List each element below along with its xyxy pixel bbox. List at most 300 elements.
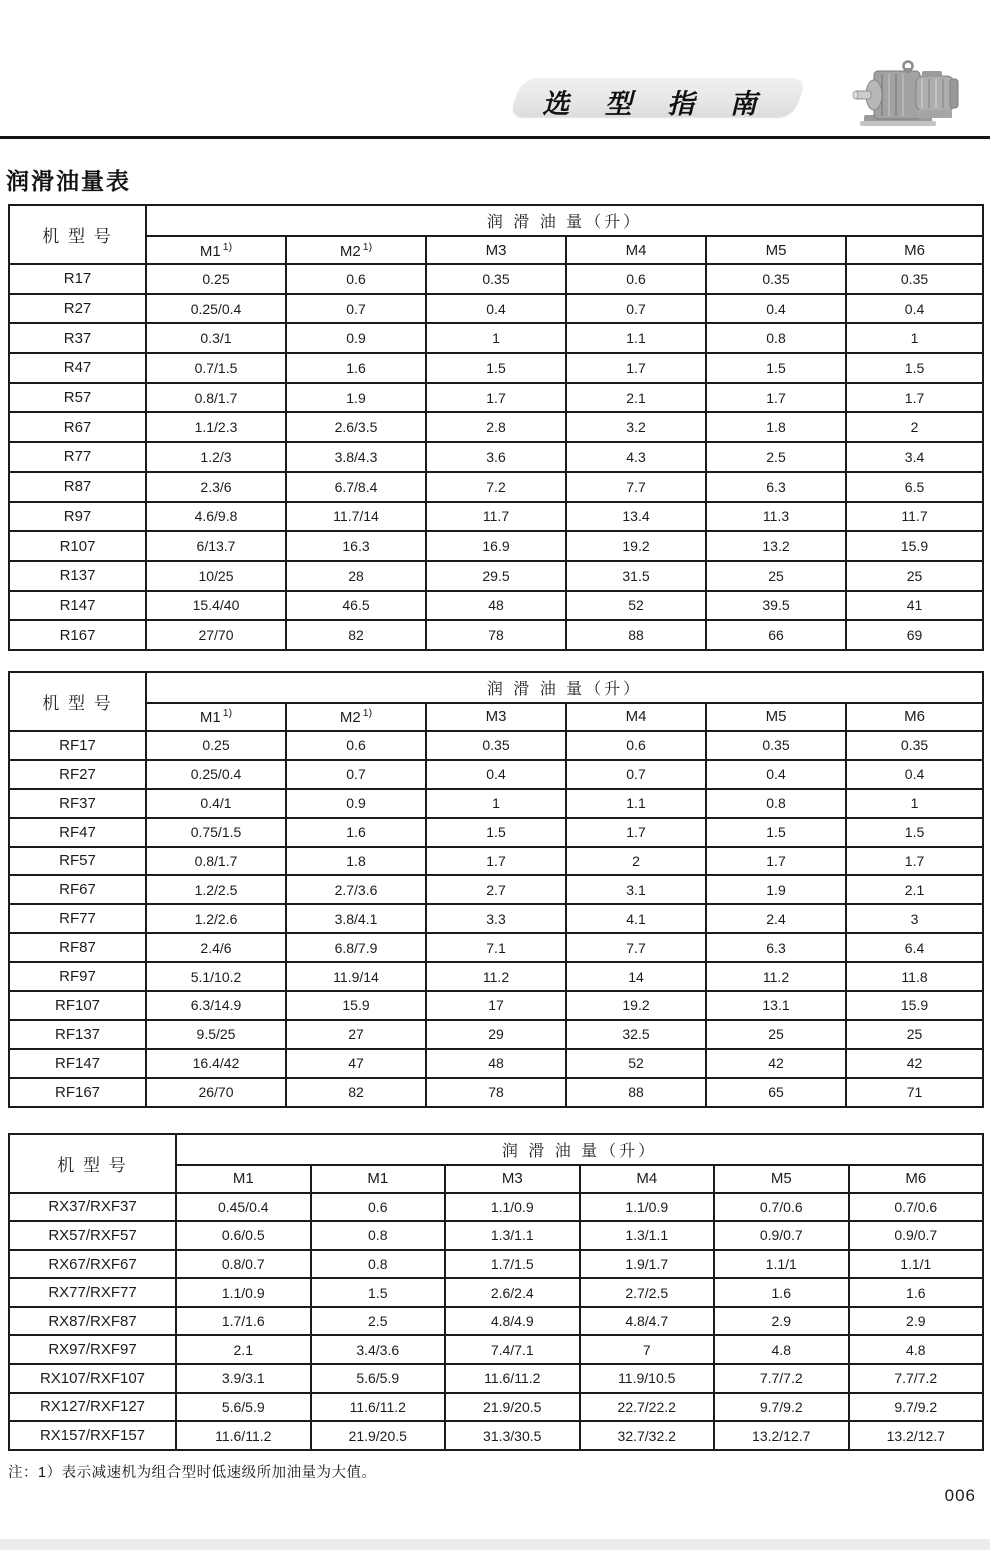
oil-quantity-cell: 6.3 [706, 933, 846, 962]
table-row [9, 1250, 983, 1279]
oil-quantity-cell: 1.7/1.6 [176, 1307, 311, 1336]
oil-quantity-cell: 11.7 [426, 502, 566, 532]
model-cell: RX97/RXF97 [9, 1335, 176, 1364]
mounting-position-column-header: M5 [714, 1165, 849, 1193]
oil-quantity-cell: 0.4 [846, 760, 983, 789]
footnote-superscript: 1) [362, 707, 373, 720]
oil-quantity-cell: 0.35 [426, 264, 566, 294]
model-cell: R87 [9, 472, 146, 502]
oil-quantity-cell: 1.7 [426, 383, 566, 413]
mounting-position-column-header: M4 [566, 236, 706, 264]
oil-quantity-cell: 1.5 [706, 353, 846, 383]
oil-quantity-cell: 1.2/2.6 [146, 904, 286, 933]
oil-quantity-cell: 4.8/4.9 [445, 1307, 580, 1336]
oil-quantity-cell: 4.6/9.8 [146, 502, 286, 532]
oil-quantity-cell: 0.25 [146, 264, 286, 294]
oil-quantity-cell: 1.5 [846, 353, 983, 383]
oil-quantity-cell: 9.7/9.2 [714, 1393, 849, 1422]
oil-quantity-cell: 0.6 [286, 731, 426, 760]
oil-quantity-cell: 42 [846, 1049, 983, 1078]
table-row [9, 1078, 983, 1107]
footnote-superscript: 1) [222, 707, 233, 720]
mounting-position-column-header: M3 [426, 236, 566, 264]
table-row [9, 323, 983, 353]
mounting-position-column-header: M1 [311, 1165, 446, 1193]
table-row [9, 904, 983, 933]
oil-quantity-cell: 6.3/14.9 [146, 991, 286, 1020]
model-cell: R147 [9, 591, 146, 621]
oil-quantity-cell: 6/13.7 [146, 531, 286, 561]
oil-quantity-cell: 0.35 [846, 731, 983, 760]
model-cell: R17 [9, 264, 146, 294]
oil-quantity-cell: 1.5 [846, 818, 983, 847]
oil-quantity-cell: 2.5 [311, 1307, 446, 1336]
table-row [9, 962, 983, 991]
oil-quantity-cell: 2.9 [849, 1307, 984, 1336]
oil-quantity-cell: 28 [286, 561, 426, 591]
model-column-header: 机 型 号 [9, 672, 146, 731]
oil-quantity-cell: 25 [846, 1020, 983, 1049]
model-cell: RF137 [9, 1020, 146, 1049]
footnote: 注：1）表示减速机为组合型时低速级所加油量为大值。 [8, 1464, 377, 1481]
model-cell: R137 [9, 561, 146, 591]
oil-quantity-cell: 11.7 [846, 502, 983, 532]
oil-quantity-cell: 88 [566, 620, 706, 650]
oil-quantity-cell: 0.35 [706, 264, 846, 294]
oil-quantity-cell: 1.7 [426, 847, 566, 876]
oil-quantity-cell: 1.8 [706, 412, 846, 442]
model-cell: R67 [9, 412, 146, 442]
oil-table-rx-rxf-series [8, 1133, 982, 1451]
oil-quantity-cell: 66 [706, 620, 846, 650]
oil-quantity-cell: 1.7 [706, 383, 846, 413]
oil-quantity-cell: 6.3 [706, 472, 846, 502]
oil-quantity-cell: 0.35 [846, 264, 983, 294]
oil-quantity-cell: 11.6/11.2 [445, 1364, 580, 1393]
oil-quantity-cell: 9.5/25 [146, 1020, 286, 1049]
table-row [9, 353, 983, 383]
oil-quantity-cell: 71 [846, 1078, 983, 1107]
oil-quantity-cell: 0.3/1 [146, 323, 286, 353]
mounting-position-column-header: M1 [176, 1165, 311, 1193]
oil-quantity-cell: 1.7 [846, 383, 983, 413]
table-row [9, 502, 983, 532]
oil-quantity-cell: 2.5 [706, 442, 846, 472]
oil-quantity-cell: 0.8/0.7 [176, 1250, 311, 1279]
oil-quantity-cell: 21.9/20.5 [311, 1421, 446, 1450]
oil-quantity-cell: 0.7/1.5 [146, 353, 286, 383]
oil-quantity-cell: 0.6 [311, 1193, 446, 1222]
oil-quantity-cell: 7.7/7.2 [849, 1364, 984, 1393]
table-row [9, 383, 983, 413]
oil-quantity-cell: 2.8 [426, 412, 566, 442]
lubrication-oil-table [8, 204, 984, 651]
oil-quantity-cell: 19.2 [566, 531, 706, 561]
oil-quantity-cell: 3.1 [566, 875, 706, 904]
table-row [9, 1020, 983, 1049]
oil-quantity-cell: 0.8/1.7 [146, 383, 286, 413]
section-banner [509, 78, 807, 117]
oil-quantity-cell: 29 [426, 1020, 566, 1049]
oil-quantity-cell: 1.1 [566, 789, 706, 818]
oil-quantity-cell: 3.6 [426, 442, 566, 472]
oil-quantity-cell: 0.6/0.5 [176, 1221, 311, 1250]
oil-quantity-cell: 13.1 [706, 991, 846, 1020]
table-row [9, 1335, 983, 1364]
mounting-position-column-header: M1 $^{1)}$ [146, 703, 286, 731]
oil-quantity-cell: 1.7 [566, 818, 706, 847]
oil-quantity-cell: 1.1/0.9 [580, 1193, 715, 1222]
oil-quantity-cell: 5.6/5.9 [311, 1364, 446, 1393]
oil-quantity-cell: 27 [286, 1020, 426, 1049]
model-cell: R37 [9, 323, 146, 353]
oil-quantity-cell: 1.5 [706, 818, 846, 847]
oil-quantity-cell: 52 [566, 591, 706, 621]
oil-quantity-cell: 5.6/5.9 [176, 1393, 311, 1422]
mounting-position-column-header: M1 $^{1)}$ [146, 236, 286, 264]
oil-quantity-cell: 1.3/1.1 [580, 1221, 715, 1250]
table-row [9, 789, 983, 818]
oil-quantity-cell: 1.9 [706, 875, 846, 904]
oil-quantity-cell: 46.5 [286, 591, 426, 621]
oil-quantity-cell: 11.2 [706, 962, 846, 991]
oil-quantity-cell: 0.7/0.6 [849, 1193, 984, 1222]
oil-quantity-cell: 7 [580, 1335, 715, 1364]
oil-quantity-cell: 11.2 [426, 962, 566, 991]
model-cell: RF167 [9, 1078, 146, 1107]
model-cell: R77 [9, 442, 146, 472]
model-cell: RF57 [9, 847, 146, 876]
oil-quantity-cell: 2.3/6 [146, 472, 286, 502]
oil-quantity-cell: 17 [426, 991, 566, 1020]
oil-table-r-series [8, 204, 982, 651]
oil-quantity-cell: 1.5 [311, 1278, 446, 1307]
oil-quantity-cell: 0.8/1.7 [146, 847, 286, 876]
oil-quantity-cell: 1.6 [286, 818, 426, 847]
oil-quantity-cell: 15.9 [846, 531, 983, 561]
table-row [9, 847, 983, 876]
oil-quantity-cell: 82 [286, 1078, 426, 1107]
model-cell: RX107/RXF107 [9, 1364, 176, 1393]
oil-quantity-cell: 39.5 [706, 591, 846, 621]
oil-quantity-cell: 2 [566, 847, 706, 876]
mounting-position-column-header: M4 [566, 703, 706, 731]
oil-quantity-cell: 6.8/7.9 [286, 933, 426, 962]
oil-quantity-cell: 1.1/0.9 [445, 1193, 580, 1222]
table-row [9, 412, 983, 442]
oil-quantity-span-header: 润 滑 油 量（升） [146, 205, 983, 236]
oil-quantity-cell: 0.6 [566, 731, 706, 760]
table-row [9, 933, 983, 962]
model-cell: RF77 [9, 904, 146, 933]
oil-quantity-cell: 1.9 [286, 383, 426, 413]
table-row [9, 1393, 983, 1422]
mounting-position-column-header: M4 [580, 1165, 715, 1193]
table-row [9, 1221, 983, 1250]
oil-quantity-cell: 4.1 [566, 904, 706, 933]
oil-quantity-cell: 0.25/0.4 [146, 294, 286, 324]
oil-quantity-cell: 11.7/14 [286, 502, 426, 532]
oil-quantity-cell: 0.9/0.7 [849, 1221, 984, 1250]
oil-quantity-cell: 11.6/11.2 [311, 1393, 446, 1422]
oil-quantity-cell: 1.9/1.7 [580, 1250, 715, 1279]
oil-quantity-cell: 3.4 [846, 442, 983, 472]
oil-quantity-cell: 27/70 [146, 620, 286, 650]
oil-quantity-cell: 1.6 [286, 353, 426, 383]
oil-quantity-cell: 16.4/42 [146, 1049, 286, 1078]
model-cell: RX127/RXF127 [9, 1393, 176, 1422]
oil-quantity-cell: 0.4 [706, 760, 846, 789]
oil-quantity-cell: 0.45/0.4 [176, 1193, 311, 1222]
oil-quantity-cell: 15.4/40 [146, 591, 286, 621]
oil-quantity-cell: 25 [706, 1020, 846, 1049]
oil-quantity-cell: 0.9/0.7 [714, 1221, 849, 1250]
oil-quantity-cell: 2.7 [426, 875, 566, 904]
oil-quantity-cell: 1.1/1 [714, 1250, 849, 1279]
oil-quantity-cell: 2.6/3.5 [286, 412, 426, 442]
mounting-position-column-header: M5 [706, 703, 846, 731]
oil-quantity-cell: 6.7/8.4 [286, 472, 426, 502]
oil-table-rf-series [8, 671, 982, 1108]
oil-quantity-cell: 42 [706, 1049, 846, 1078]
table-row [9, 1193, 983, 1222]
oil-quantity-cell: 0.4 [846, 294, 983, 324]
footnote-superscript: 1) [362, 240, 373, 253]
table-row [9, 818, 983, 847]
oil-quantity-cell: 48 [426, 591, 566, 621]
oil-quantity-span-header: 润 滑 油 量（升） [176, 1134, 983, 1165]
oil-quantity-cell: 0.7/0.6 [714, 1193, 849, 1222]
oil-quantity-cell: 2.7/2.5 [580, 1278, 715, 1307]
oil-quantity-cell: 31.3/30.5 [445, 1421, 580, 1450]
oil-quantity-cell: 41 [846, 591, 983, 621]
table-row [9, 620, 983, 650]
model-cell: RF27 [9, 760, 146, 789]
model-cell: RX157/RXF157 [9, 1421, 176, 1450]
oil-quantity-cell: 15.9 [286, 991, 426, 1020]
oil-quantity-cell: 0.35 [706, 731, 846, 760]
model-column-header: 机 型 号 [9, 205, 146, 264]
oil-quantity-cell: 69 [846, 620, 983, 650]
footnote-superscript: 1) [222, 240, 233, 253]
model-cell: RX77/RXF77 [9, 1278, 176, 1307]
table-row [9, 760, 983, 789]
oil-quantity-cell: 13.2/12.7 [714, 1421, 849, 1450]
oil-quantity-cell: 26/70 [146, 1078, 286, 1107]
header-divider [0, 136, 990, 139]
oil-quantity-cell: 7.2 [426, 472, 566, 502]
model-cell: R97 [9, 502, 146, 532]
model-column-header: 机 型 号 [9, 1134, 176, 1193]
oil-quantity-cell: 0.4 [706, 294, 846, 324]
oil-quantity-cell: 7.1 [426, 933, 566, 962]
model-cell: RX67/RXF67 [9, 1250, 176, 1279]
model-cell: R27 [9, 294, 146, 324]
oil-quantity-cell: 22.7/22.2 [580, 1393, 715, 1422]
oil-quantity-cell: 29.5 [426, 561, 566, 591]
oil-quantity-cell: 19.2 [566, 991, 706, 1020]
oil-quantity-cell: 0.7 [566, 294, 706, 324]
oil-quantity-cell: 1.6 [714, 1278, 849, 1307]
oil-quantity-cell: 2 [846, 412, 983, 442]
oil-quantity-cell: 3.8/4.1 [286, 904, 426, 933]
oil-quantity-cell: 0.6 [286, 264, 426, 294]
oil-quantity-cell: 7.4/7.1 [445, 1335, 580, 1364]
oil-quantity-cell: 0.7 [286, 294, 426, 324]
model-cell: R107 [9, 531, 146, 561]
oil-quantity-cell: 4.8 [714, 1335, 849, 1364]
oil-quantity-cell: 1 [846, 789, 983, 818]
oil-quantity-cell: 0.6 [566, 264, 706, 294]
bottom-strip [0, 1539, 990, 1550]
oil-quantity-cell: 1.7 [566, 353, 706, 383]
oil-quantity-cell: 6.5 [846, 472, 983, 502]
table-row [9, 731, 983, 760]
mounting-position-column-header: M6 [849, 1165, 984, 1193]
oil-quantity-cell: 2.1 [566, 383, 706, 413]
oil-quantity-cell: 16.3 [286, 531, 426, 561]
mounting-position-column-header: M3 [445, 1165, 580, 1193]
oil-quantity-cell: 0.25 [146, 731, 286, 760]
oil-quantity-cell: 7.7/7.2 [714, 1364, 849, 1393]
oil-quantity-cell: 0.7 [566, 760, 706, 789]
table-row [9, 1307, 983, 1336]
oil-quantity-cell: 88 [566, 1078, 706, 1107]
oil-quantity-cell: 11.8 [846, 962, 983, 991]
oil-quantity-cell: 14 [566, 962, 706, 991]
oil-quantity-cell: 3.3 [426, 904, 566, 933]
table-row [9, 1421, 983, 1450]
oil-quantity-cell: 3.8/4.3 [286, 442, 426, 472]
oil-quantity-cell: 1.7/1.5 [445, 1250, 580, 1279]
table-row [9, 264, 983, 294]
model-cell: RF17 [9, 731, 146, 760]
oil-quantity-cell: 25 [706, 561, 846, 591]
oil-quantity-cell: 2.6/2.4 [445, 1278, 580, 1307]
model-cell: RF147 [9, 1049, 146, 1078]
oil-quantity-cell: 0.4 [426, 294, 566, 324]
model-cell: RX57/RXF57 [9, 1221, 176, 1250]
oil-quantity-cell: 3.2 [566, 412, 706, 442]
oil-quantity-cell: 0.75/1.5 [146, 818, 286, 847]
lubrication-oil-table [8, 671, 984, 1108]
oil-quantity-cell: 15.9 [846, 991, 983, 1020]
oil-quantity-cell: 1.2/3 [146, 442, 286, 472]
oil-quantity-cell: 11.9/14 [286, 962, 426, 991]
mounting-position-column-header: M6 [846, 236, 983, 264]
model-cell: RF87 [9, 933, 146, 962]
mounting-position-column-header: M2 $^{1)}$ [286, 236, 426, 264]
table-row [9, 875, 983, 904]
oil-quantity-cell: 4.3 [566, 442, 706, 472]
oil-quantity-cell: 13.2/12.7 [849, 1421, 984, 1450]
table-row [9, 1049, 983, 1078]
oil-quantity-cell: 11.9/10.5 [580, 1364, 715, 1393]
oil-quantity-cell: 1.1/1 [849, 1250, 984, 1279]
mounting-position-column-header: M2 $^{1)}$ [286, 703, 426, 731]
table-row [9, 1278, 983, 1307]
model-cell: R167 [9, 620, 146, 650]
oil-quantity-cell: 1 [426, 789, 566, 818]
oil-quantity-cell: 0.7 [286, 760, 426, 789]
table-row [9, 1364, 983, 1393]
table-row [9, 991, 983, 1020]
oil-quantity-cell: 52 [566, 1049, 706, 1078]
oil-quantity-cell: 65 [706, 1078, 846, 1107]
oil-quantity-cell: 1.1/0.9 [176, 1278, 311, 1307]
mounting-position-column-header: M5 [706, 236, 846, 264]
oil-quantity-cell: 9.7/9.2 [849, 1393, 984, 1422]
oil-quantity-cell: 78 [426, 1078, 566, 1107]
oil-quantity-cell: 1 [426, 323, 566, 353]
page-title: 润滑油量表 [6, 168, 131, 194]
oil-quantity-cell: 1.8 [286, 847, 426, 876]
mounting-position-column-header: M3 [426, 703, 566, 731]
oil-quantity-cell: 21.9/20.5 [445, 1393, 580, 1422]
model-cell: RF97 [9, 962, 146, 991]
oil-quantity-cell: 1 [846, 323, 983, 353]
oil-quantity-cell: 1.1 [566, 323, 706, 353]
oil-quantity-cell: 3 [846, 904, 983, 933]
oil-quantity-cell: 0.9 [286, 323, 426, 353]
oil-quantity-cell: 2.4/6 [146, 933, 286, 962]
oil-quantity-cell: 1.2/2.5 [146, 875, 286, 904]
oil-quantity-cell: 13.2 [706, 531, 846, 561]
model-cell: RF67 [9, 875, 146, 904]
oil-quantity-cell: 2.1 [176, 1335, 311, 1364]
table-row [9, 294, 983, 324]
section-banner-title: 选 型 指 南 [542, 89, 771, 119]
oil-quantity-cell: 0.35 [426, 731, 566, 760]
oil-quantity-cell: 13.4 [566, 502, 706, 532]
model-cell: RF107 [9, 991, 146, 1020]
oil-quantity-cell: 32.7/32.2 [580, 1421, 715, 1450]
mounting-position-column-header: M6 [846, 703, 983, 731]
oil-quantity-cell: 78 [426, 620, 566, 650]
oil-quantity-cell: 4.8/4.7 [580, 1307, 715, 1336]
oil-quantity-cell: 0.4 [426, 760, 566, 789]
oil-quantity-cell: 0.4/1 [146, 789, 286, 818]
oil-quantity-cell: 1.7 [846, 847, 983, 876]
oil-quantity-cell: 2.1 [846, 875, 983, 904]
oil-quantity-cell: 4.8 [849, 1335, 984, 1364]
oil-quantity-cell: 82 [286, 620, 426, 650]
oil-quantity-cell: 1.5 [426, 353, 566, 383]
page-header [0, 0, 990, 140]
model-cell: R57 [9, 383, 146, 413]
oil-quantity-cell: 31.5 [566, 561, 706, 591]
oil-quantity-cell: 0.9 [286, 789, 426, 818]
gear-reducer-motor-photo [852, 58, 962, 134]
oil-quantity-cell: 10/25 [146, 561, 286, 591]
model-cell: RX37/RXF37 [9, 1193, 176, 1222]
model-cell: R47 [9, 353, 146, 383]
oil-quantity-span-header: 润 滑 油 量（升） [146, 672, 983, 703]
oil-quantity-cell: 1.3/1.1 [445, 1221, 580, 1250]
oil-quantity-cell: 1.5 [426, 818, 566, 847]
oil-quantity-cell: 7.7 [566, 472, 706, 502]
oil-quantity-cell: 6.4 [846, 933, 983, 962]
oil-quantity-cell: 3.9/3.1 [176, 1364, 311, 1393]
oil-quantity-cell: 1.7 [706, 847, 846, 876]
oil-quantity-cell: 2.9 [714, 1307, 849, 1336]
oil-quantity-cell: 5.1/10.2 [146, 962, 286, 991]
oil-quantity-cell: 0.8 [311, 1221, 446, 1250]
oil-quantity-cell: 0.8 [311, 1250, 446, 1279]
oil-quantity-cell: 0.8 [706, 789, 846, 818]
model-cell: RX87/RXF87 [9, 1307, 176, 1336]
oil-quantity-cell: 3.4/3.6 [311, 1335, 446, 1364]
